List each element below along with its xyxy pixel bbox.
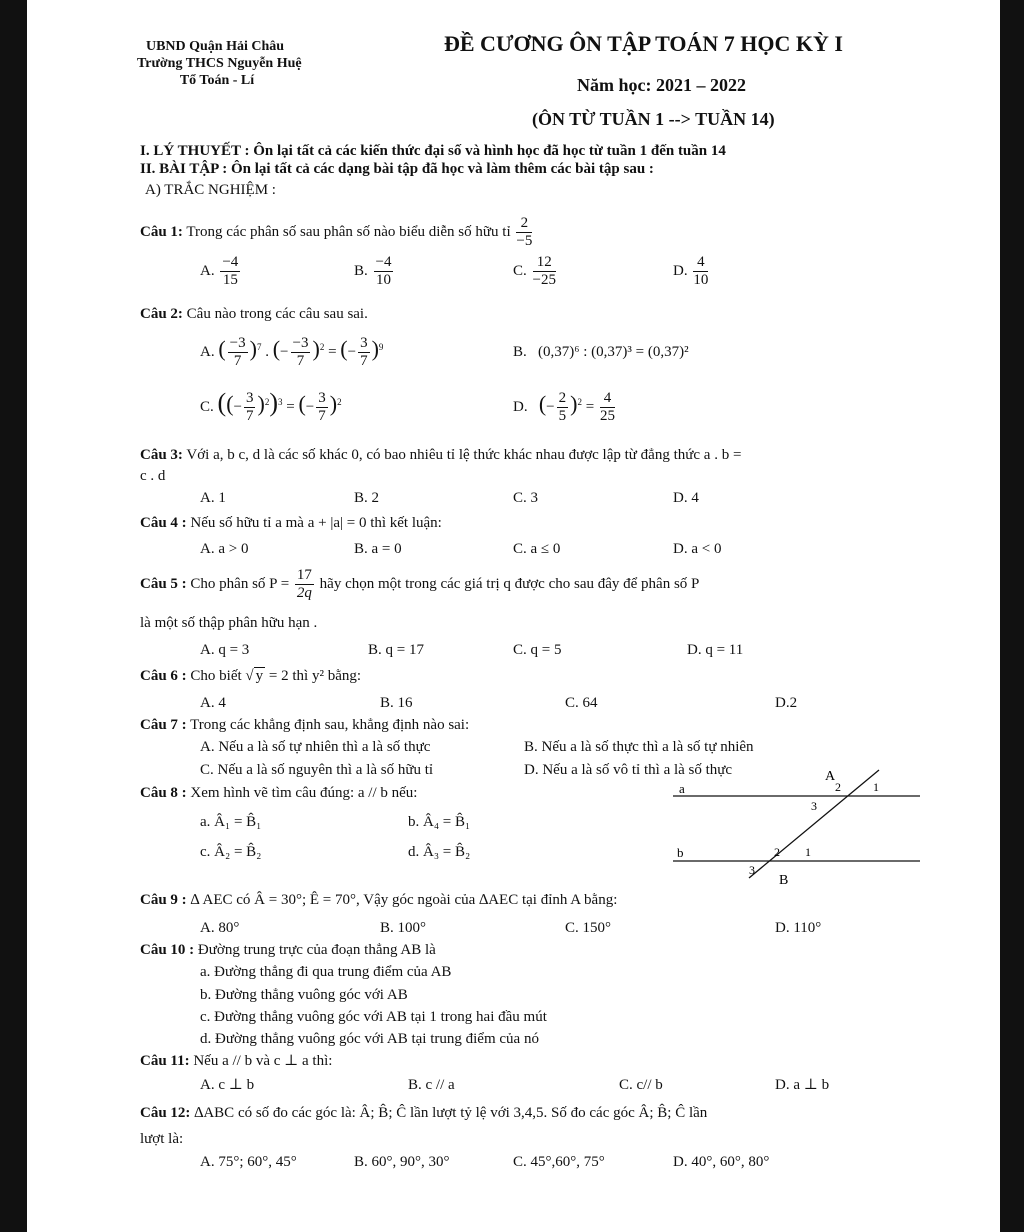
- question-label: Câu 5 :: [140, 575, 187, 592]
- q2-option-b: B. (0,37)⁶ : (0,37)³ = (0,37)²: [513, 344, 689, 360]
- q8-option-a: a. Â₁ = B̂₁: [200, 814, 262, 830]
- section-theory: I. LÝ THUYẾT : Ôn lại tất cả các kiến thức đại số và hình học đã học từ tuần 1 đến tuần 14: [140, 143, 726, 159]
- question-7: [140, 716, 469, 734]
- question-4: [140, 514, 442, 532]
- review-scope: (ÔN TỪ TUẦN 1 --> TUẦN 14): [532, 109, 775, 129]
- q2-option-a: A. ( $\frac{-3}{7}$ )$^7$ . (− $\frac{-3}{7}$ )$^2$ = (− $\frac{3}{7}$ )$^9$: [200, 335, 384, 369]
- q8-option-c: c. Â₂ = B̂₂: [200, 844, 262, 860]
- q10-option-a: a. Đường thẳng đi qua trung điểm của AB: [200, 964, 452, 980]
- q4-option-b: B. a = 0: [354, 541, 402, 557]
- question-3-continued: c . d: [140, 468, 166, 484]
- question-5-continued: là một số thập phân hữu hạn .: [140, 615, 318, 631]
- question-12-continued: lượt là:: [140, 1131, 184, 1147]
- question-text: Nếu số hữu tỉ a mà a + |a| = 0 thì kết luận:: [190, 515, 442, 531]
- document-page: [27, 0, 1000, 1232]
- question-label: Câu 9 :: [140, 892, 187, 908]
- q9-option-b: B. 100°: [380, 920, 427, 936]
- q6-option-c: C. 64: [565, 695, 598, 711]
- q12-option-a: A. 75°; 60°, 45°: [200, 1154, 297, 1170]
- angle-A3: 3: [811, 799, 817, 813]
- q12-option-b: B. 60°, 90°, 30°: [354, 1154, 450, 1170]
- q7-option-c: C. Nếu a là số nguyên thì a là số hữu tỉ: [200, 762, 434, 778]
- question-label: Câu 2:: [140, 306, 183, 322]
- q7-option-d: D. Nếu a là số vô tỉ thì a là số thực: [524, 762, 733, 778]
- fraction: $\frac{17}{2q}$: [296, 567, 312, 601]
- q10-option-b: b. Đường thẳng vuông góc với AB: [200, 987, 408, 1003]
- question-11: [140, 1052, 332, 1070]
- question-text: Trong các khẳng định sau, khẳng định nào sai:: [190, 717, 470, 733]
- school-name: Trường THCS Nguyễn Huệ: [137, 56, 302, 71]
- question-3: [140, 446, 741, 464]
- school-year: Năm học: 2021 – 2022: [577, 75, 746, 95]
- q4-option-c: C. a ≤ 0: [513, 541, 561, 557]
- fraction: $\frac{2}{-5}$: [516, 215, 533, 249]
- angle-B2: 2: [774, 845, 780, 859]
- question-label: Câu 6 :: [140, 668, 187, 684]
- q11-option-a: A. c ⊥ b: [200, 1077, 255, 1093]
- question-9: [140, 891, 617, 909]
- question-text: Với a, b c, d là các số khác 0, có bao nhiêu tỉ lệ thức khác nhau được lập từ đẳng thức a . b =: [186, 447, 742, 463]
- question-1: [140, 215, 534, 250]
- question-text: = 2 thì y² bằng:: [268, 668, 362, 684]
- q4-option-a: A. a > 0: [200, 541, 249, 557]
- question-label: Câu 12:: [140, 1105, 191, 1121]
- question-2: [140, 305, 368, 323]
- q2-option-d: D. (− $\frac{2}{5}$ )$^2$ = $\frac{4}{25}$: [513, 390, 615, 424]
- q3-option-c: C. 3: [513, 490, 539, 506]
- q10-option-c: c. Đường thẳng vuông góc với AB tại 1 trong hai đầu mút: [200, 1009, 547, 1025]
- q6-option-d: D.2: [775, 695, 798, 711]
- q9-option-a: A. 80°: [200, 920, 240, 936]
- q7-option-a: A. Nếu a là số tự nhiên thì a là số thực: [200, 739, 431, 755]
- transversal-line: [749, 770, 879, 878]
- q10-option-d: d. Đường thẳng vuông góc với AB tại trung điểm của nó: [200, 1031, 539, 1047]
- q5-option-b: B. q = 17: [368, 642, 424, 658]
- question-label: Câu 10 :: [140, 942, 195, 958]
- q1-option-c: C. $\frac{12}{-25}$: [513, 254, 556, 288]
- q2-option-c: C. ((− $\frac{3}{7}$ )$^2$)$^3$ = (− $\frac{3}{7}$ )$^2$: [200, 387, 342, 424]
- q11-option-b: B. c // a: [408, 1077, 455, 1093]
- q5-option-c: C. q = 5: [513, 642, 562, 658]
- question-label: Câu 1:: [140, 223, 183, 240]
- question-5: Câu 5 : Cho phân số P = $\frac{17}{2q}$ hãy chọn một trong các giá trị q được cho sau đây để phân số P: [140, 567, 700, 601]
- department-name: Tổ Toán - Lí: [179, 73, 255, 88]
- question-12: [140, 1104, 707, 1122]
- q6-option-b: B. 16: [380, 695, 413, 711]
- question-8: [140, 784, 417, 802]
- q8-option-d: d. Â₃ = B̂₂: [408, 844, 471, 860]
- q8-option-b: b. Â₄ = B̂₁: [408, 814, 471, 830]
- question-6: Câu 6 : Cho biết √ y = 2 thì y² bằng:: [140, 668, 362, 684]
- section-multiple-choice: A) TRẮC NGHIỆM :: [145, 182, 276, 198]
- question-text: Câu nào trong các câu sau sai.: [186, 306, 368, 322]
- question-10: [140, 941, 436, 959]
- q3-option-d: D. 4: [673, 490, 699, 506]
- q5-option-d: D. q = 11: [687, 642, 744, 658]
- q5-option-a: A. q = 3: [200, 642, 250, 658]
- angle-B3: 3: [749, 863, 755, 877]
- angle-A2: 2: [835, 780, 841, 794]
- question-label: Câu 3:: [140, 447, 183, 463]
- question-text: ∆ AEC có Â = 30°; Ê = 70°, Vậy góc ngoài của ∆AEC tại đỉnh A bằng:: [190, 892, 618, 908]
- question-text: Trong các phân số sau phân số nào biểu diễn số hữu tỉ: [186, 223, 511, 240]
- document-title: ĐỀ CƯƠNG ÔN TẬP TOÁN 7 HỌC KỲ I: [444, 31, 843, 56]
- org-name: UBND Quận Hải Châu: [145, 39, 285, 54]
- square-root: √ y: [245, 668, 264, 684]
- question-text: Đường trung trực của đoạn thẳng AB là: [197, 942, 436, 958]
- q9-option-d: D. 110°: [775, 920, 822, 936]
- q12-option-c: C. 45°,60°, 75°: [513, 1154, 605, 1170]
- question-text: Xem hình vẽ tìm câu đúng: a // b nếu:: [190, 785, 418, 801]
- q11-option-c: C. c// b: [619, 1077, 663, 1093]
- section-exercises: II. BÀI TẬP : Ôn lại tất cả các dạng bài tập đã học và làm thêm các bài tập sau :: [140, 161, 654, 177]
- angle-B1: 1: [805, 845, 811, 859]
- q9-option-c: C. 150°: [565, 920, 612, 936]
- q7-option-b: B. Nếu a là số thực thì a là số tự nhiên: [524, 739, 754, 755]
- parallel-lines-figure: [667, 758, 927, 893]
- q1-option-b: B. $\frac{-4}{10}$: [354, 254, 392, 288]
- q3-option-a: A. 1: [200, 490, 226, 506]
- q4-option-d: D. a < 0: [673, 541, 722, 557]
- q11-option-d: D. a ⊥ b: [775, 1077, 830, 1093]
- question-label: Câu 11:: [140, 1053, 190, 1069]
- q1-option-d: D. $\frac{4}{10}$: [673, 254, 709, 288]
- q3-option-b: B. 2: [354, 490, 380, 506]
- q1-option-a: A. $\frac{-4}{15}$: [200, 254, 239, 288]
- question-label: Câu 8 :: [140, 785, 187, 801]
- label-point-B: B: [779, 873, 789, 888]
- label-a: a: [679, 781, 685, 796]
- question-text: hãy chọn một trong các giá trị q được cho sau đây để phân số P: [319, 575, 700, 592]
- question-label: Câu 7 :: [140, 717, 187, 733]
- label-b: b: [677, 845, 684, 860]
- question-label: Câu 4 :: [140, 515, 187, 531]
- q12-option-d: D. 40°, 60°, 80°: [673, 1154, 770, 1170]
- label-point-A: A: [825, 769, 836, 784]
- question-text: ∆ABC có số đo các góc là: Â; B̂; Ĉ lần lượt tỷ lệ với 3,4,5. Số đo các góc Â; B̂; Ĉ lần: [194, 1105, 708, 1121]
- question-text: Nếu a // b và c ⊥ a thì:: [193, 1053, 333, 1069]
- q6-option-a: A. 4: [200, 695, 226, 711]
- angle-A1: 1: [873, 780, 879, 794]
